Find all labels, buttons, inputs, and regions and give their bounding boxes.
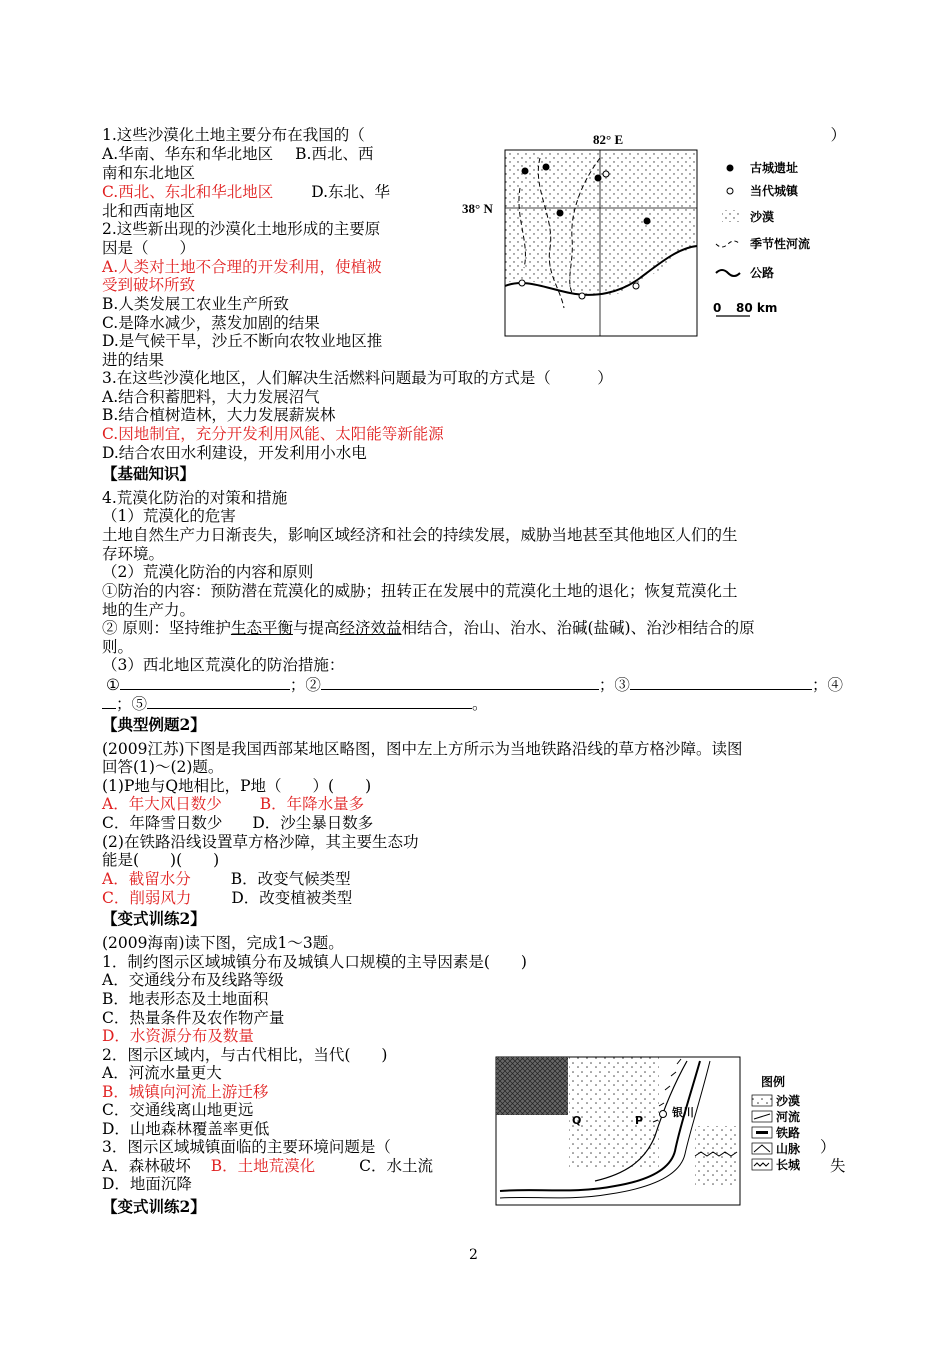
- example-q2-cd: C．削弱风力 D．改变植被类型: [102, 889, 353, 907]
- basic-title: 4.荒漠化防治的对策和措施: [102, 489, 288, 507]
- ancient-city: [557, 210, 564, 217]
- measure-blank-5[interactable]: [147, 694, 472, 709]
- measures-line1: ① ；② ；③ ；④: [106, 676, 843, 694]
- basic-p2: ② 原则：坚持维护生态平衡与提高经济效益相结合，治山、治水、治碱(盐碱)、治沙相结合的原: [102, 619, 755, 637]
- variant-q3-paren: ）: [820, 1138, 836, 1156]
- example-intro-cont: 回答(1)～(2)题。: [102, 758, 224, 776]
- measure-blank-2[interactable]: [321, 675, 599, 690]
- measure-blank-4[interactable]: [102, 694, 116, 709]
- ancient-city: [522, 168, 529, 175]
- basic-p1-cont: 地的生产力。: [102, 601, 196, 619]
- legend-road-icon: [716, 270, 740, 276]
- variant-q2: 2．图示区域内，与古代相比，当代( ): [102, 1046, 388, 1064]
- variant-q3-d: D．地面沉降: [102, 1175, 192, 1193]
- desert-area-west: [569, 1057, 659, 1167]
- example-heading: 【典型例题2】: [102, 715, 206, 734]
- q2-option-c: C.是降水减少，蒸发加剧的结果: [102, 314, 320, 332]
- label-q: Q: [572, 1114, 582, 1127]
- longitude-label: 82° E: [593, 132, 624, 147]
- q2-stem-cont: 因是（ ）: [102, 239, 196, 257]
- legend-ancient-icon: [727, 165, 734, 172]
- yinchuan-map: [495, 1056, 835, 1208]
- q3-stem: 3.在这些沙漠化地区，人们解决生活燃料问题最为可取的方式是（ ）: [102, 369, 613, 387]
- basic-s3: （3）西北地区荒漠化的防治措施：: [102, 656, 345, 674]
- basic-s1: （1）荒漠化的危害: [102, 507, 236, 525]
- measure-blank-1[interactable]: [120, 675, 290, 690]
- example-q1-cd: C．年降雪日数少 D．沙尘暴日数多: [102, 814, 374, 832]
- basic-s1-text-cont: 存环境。: [102, 545, 165, 563]
- q1-option-ab: A.华南、华东和华北地区 B.西北、西: [102, 145, 374, 163]
- example-q2: (2)在铁路沿线设置草方格沙障，其主要生态功: [102, 833, 419, 851]
- variant-heading: 【变式训练2】: [102, 909, 206, 928]
- basic-p2-cont: 则。: [102, 638, 134, 656]
- legend-ancient-label: 古城遗址: [750, 161, 799, 175]
- variant-q2-d: D．山地森林覆盖率更低: [102, 1120, 270, 1138]
- variant-q2-b: B．城镇向河流上游迁移: [102, 1083, 269, 1101]
- variant-q1-c: C．热量条件及农作物产量: [102, 1009, 285, 1027]
- desert-map: [460, 128, 840, 343]
- legend2-river: 河流: [776, 1110, 801, 1124]
- desert-area-east: [695, 1126, 739, 1186]
- ancient-city: [644, 218, 651, 225]
- q2-option-a: A.人类对土地不合理的开发利用，使植被: [102, 258, 382, 276]
- q1-stem: 1.这些沙漠化土地主要分布在我国的（ ）: [102, 126, 846, 144]
- legend2-title: 图例: [761, 1075, 786, 1089]
- page-number: 2: [469, 1247, 478, 1263]
- legend2-rail-mark: [756, 1131, 768, 1134]
- example-q1: (1)P地与Q地相比，P地（ ）( ): [102, 777, 372, 795]
- variant-q1-b: B．地表形态及土地面积: [102, 990, 269, 1008]
- example-q1-ab: A．年大风日数少 B．年降水量多: [102, 795, 365, 813]
- modern-town: [603, 171, 609, 177]
- variant-q2-a: A．河流水量更大: [102, 1064, 222, 1082]
- q1-option-cd: C.西北、东北和华北地区 D.东北、华: [102, 183, 391, 201]
- modern-town: [519, 280, 525, 286]
- basic-s2: （2）荒漠化防治的内容和原则: [102, 563, 314, 581]
- q2-option-d: D.是气候干旱，沙丘不断向农牧业地区推: [102, 332, 383, 350]
- variant-q1-d: D．水资源分布及数量: [102, 1027, 254, 1045]
- legend2-rail: 铁路: [776, 1126, 801, 1140]
- measure-blank-3[interactable]: [630, 675, 812, 690]
- q1-option-b-cont: 南和东北地区: [102, 164, 196, 182]
- legend2-desert: 沙漠: [776, 1094, 801, 1108]
- basic-s1-text: 土地自然生产力日渐丧失，影响区域经济和社会的持续发展，威胁当地甚至其他地区人们的生: [102, 526, 738, 544]
- example-q2-cont: 能是( )( ): [102, 851, 220, 869]
- sand-barrier-photo: [496, 1057, 568, 1115]
- example-intro: (2009江苏)下图是我国西部某地区略图，图中左上方所示为当地铁路沿线的草方格沙障。读图: [102, 740, 743, 758]
- q1-option-d-cont: 北和西南地区: [102, 202, 196, 220]
- variant-q1: 1．制约图示区域城镇分布及城镇人口规模的主导因素是( ): [102, 953, 527, 971]
- variant-q1-a: A．交通线分布及线路等级: [102, 971, 284, 989]
- measures-line2: ；⑤ 。: [102, 694, 488, 713]
- legend-desert-label: 沙漠: [750, 210, 775, 224]
- scale-zero: 0: [713, 301, 722, 315]
- yinchuan-city: [660, 1111, 667, 1118]
- legend-river-label: 季节性河流: [750, 237, 811, 251]
- legend2-desert-icon: [752, 1095, 772, 1106]
- legend-river-icon: [716, 241, 740, 247]
- q2-option-b: B.人类发展工农业生产所致: [102, 295, 289, 313]
- legend-desert-icon: [722, 210, 740, 222]
- variant-q3: 3．图示区域城镇面临的主要环境问题是（: [102, 1138, 391, 1156]
- variant-q3-c-cont: 失: [830, 1157, 846, 1175]
- label-yinchuan: 银川: [672, 1106, 694, 1119]
- q2-option-d-cont: 进的结果: [102, 351, 165, 369]
- label-p: P: [635, 1114, 644, 1127]
- legend2-mountain: 山脉: [776, 1142, 801, 1156]
- legend-modern-label: 当代城镇: [750, 184, 799, 198]
- basic-heading: 【基础知识】: [102, 464, 196, 483]
- example-q2-ab: A．截留水分 B．改变气候类型: [102, 870, 351, 888]
- q2-option-a-cont: 受到破坏所致: [102, 276, 196, 294]
- variant-heading-2: 【变式训练2】: [102, 1197, 206, 1216]
- scale-80km: 80 km: [736, 301, 778, 315]
- legend-modern-icon: [727, 188, 733, 194]
- q3-option-b: B.结合植树造林，大力发展薪炭林: [102, 406, 336, 424]
- q3-option-a: A.结合积蓄肥料，大力发展沼气: [102, 388, 320, 406]
- q3-option-d: D.结合农田水利建设，开发利用小水电: [102, 444, 367, 462]
- basic-p1: ①防治的内容：预防潜在荒漠化的威胁；扭转正在发展中的荒漠化土地的退化；恢复荒漠化土: [102, 582, 738, 600]
- legend2-wall: 长城: [776, 1158, 801, 1172]
- ancient-city: [595, 175, 602, 182]
- legend-road-label: 公路: [750, 266, 775, 280]
- ancient-city: [543, 164, 550, 171]
- variant-q3-abc: A．森林破坏 B．土地荒漠化 C．水土流: [102, 1157, 433, 1175]
- q2-stem: 2.这些新出现的沙漠化土地形成的主要原: [102, 220, 381, 238]
- modern-town: [633, 283, 639, 289]
- q3-option-c: C.因地制宜，充分开发利用风能、太阳能等新能源: [102, 425, 444, 443]
- modern-town: [579, 293, 585, 299]
- variant-q2-c: C．交通线离山地更远: [102, 1101, 254, 1119]
- latitude-label: 38° N: [462, 201, 493, 216]
- variant-intro: (2009海南)读下图，完成1～3题。: [102, 934, 344, 952]
